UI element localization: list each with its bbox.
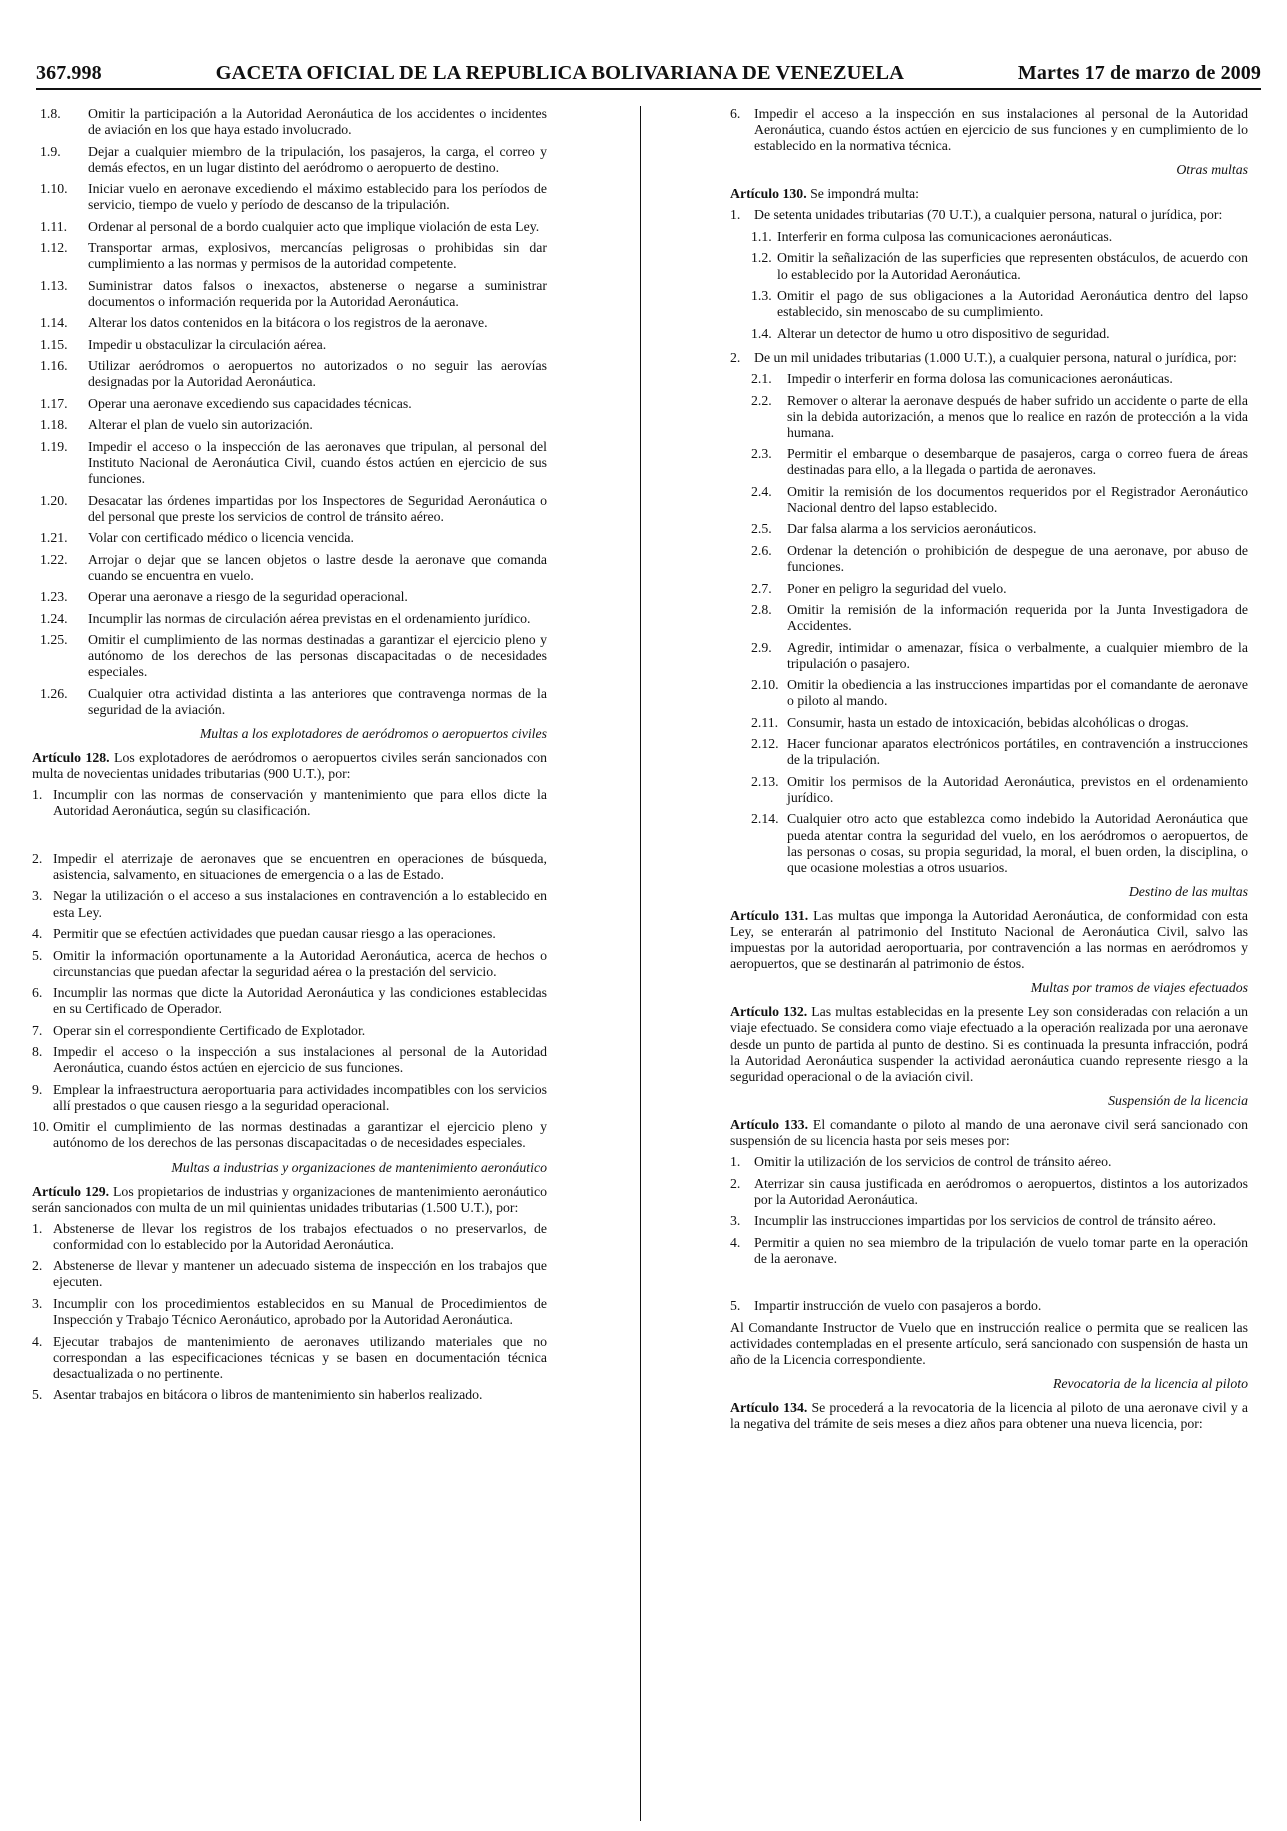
list-item — [730, 602, 1248, 634]
article-129 — [32, 1184, 547, 1216]
list-item — [32, 1082, 547, 1114]
item-text: Emplear la infraestructura aeroportuaria para actividades incompatibles con los servicios allí prestados o que causen riesgo a la seguridad operacional. — [53, 1081, 547, 1113]
list-item — [730, 677, 1248, 709]
item-number: 3. — [32, 888, 43, 904]
item-number: 2.11. — [751, 714, 779, 730]
item-number: 1.10. — [40, 181, 68, 197]
item-number: 1.15. — [40, 336, 68, 352]
item-number: 2.7. — [751, 580, 772, 596]
list-item — [730, 484, 1248, 516]
item-text: Omitir la remisión de los documentos requeridos por el Registrador Aeronáutico Nacional dentro del lapso establecido. — [787, 483, 1248, 515]
list-item — [32, 106, 547, 138]
item-number: 2. — [32, 1258, 43, 1274]
item-text: Hacer funcionar aparatos electrónicos portátiles, en contravención a instrucciones de la tripulación. — [787, 736, 1248, 768]
item-number: 8. — [32, 1044, 43, 1060]
section-heading-130: Otras multas — [1176, 162, 1248, 178]
list-item — [32, 1258, 547, 1290]
section-heading-128: Multas a los explotadores de aeródromos o aeropuertos civiles — [199, 726, 547, 742]
list-item — [730, 350, 1248, 366]
item-text: Iniciar vuelo en aeronave excediendo el máximo establecido para los períodos de servicio, tiempo de vuelo y período de descanso de la tripulación. — [88, 181, 547, 213]
list-item — [32, 888, 547, 920]
item-text: Operar una aeronave excediendo sus capacidades técnicas. — [88, 395, 412, 411]
item-number: 1.23. — [40, 589, 68, 605]
list-item — [730, 774, 1248, 806]
list-item — [32, 417, 547, 433]
item-number: 1.11. — [40, 218, 68, 234]
article-131-label: Artículo 131. — [730, 907, 809, 923]
page-header — [36, 62, 1261, 88]
header-rule — [36, 88, 1261, 90]
list-item — [32, 358, 547, 390]
item-text: Negar la utilización o el acceso a sus instalaciones en contravención a lo establecido en esta Ley. — [53, 888, 547, 920]
article-134-text: Se procederá a la revocatoria de la licencia al piloto de una aeronave civil y a la negativa del trámite de seis meses a diez años para obtener una nueva licencia, por: — [730, 1400, 1248, 1432]
section-heading-131: Destino de las multas — [1128, 883, 1248, 899]
item-text: Alterar el plan de vuelo sin autorización. — [88, 417, 313, 433]
list-item — [32, 1044, 547, 1076]
item-text: Abstenerse de llevar y mantener un adecuado sistema de inspección en los trabajos que ejecuten. — [53, 1258, 547, 1290]
item-text: Omitir el pago de sus obligaciones a la Autoridad Aeronáutica dentro del lapso establecido, sin menoscabo de su cumplimiento. — [777, 288, 1248, 320]
item-number: 6. — [730, 106, 741, 121]
item-text: Abstenerse de llevar los registros de los trabajos efectuados o no preservarlos, de conformidad con lo establecido por la Autoridad Aeronáutica. — [53, 1220, 547, 1252]
item-text: Asentar trabajos en bitácora o libros de mantenimiento sin haberlos realizado. — [53, 1387, 483, 1403]
item-text: Omitir la obediencia a las instrucciones impartidas por el comandante de aeronave o piloto al mando. — [787, 677, 1248, 709]
article-129-label: Artículo 129. — [32, 1183, 110, 1199]
item-number: 1.17. — [40, 395, 68, 411]
item-number: 1. — [32, 787, 43, 803]
article-130 — [730, 186, 1248, 202]
item-text: Aterrizar sin causa justificada en aeródromos o aeropuertos, distintos a los autorizados por la Autoridad Aeronáutica. — [754, 1175, 1248, 1207]
item-number: 1.4. — [751, 325, 772, 341]
article-133 — [730, 1117, 1248, 1149]
list-item — [32, 181, 547, 213]
item-number: 1.9. — [40, 143, 61, 159]
item-number: 1.20. — [40, 492, 68, 508]
item-text: Ejecutar trabajos de mantenimiento de aeronaves utilizando materiales que no correspondan a las especificaciones técnicas y se basen en documentación técnica desactualizada o no pertinente. — [53, 1333, 547, 1381]
item-number: 2.9. — [751, 639, 772, 655]
item-text: Omitir la información oportunamente a la Autoridad Aeronáutica, acerca de hechos o circunstancias que puedan afectar la seguridad aérea o la prestación del servicio. — [53, 947, 547, 979]
item-text: Cualquier otro acto que establezca como indebido la Autoridad Aeronáutica que pueda atentar contra la seguridad del vuelo, en los aeródromos o aeropuertos, de las personas o cosas, su propia seguridad, la moral, el buen orden, la disciplina, o que ocasione molestias a otros usuarios. — [787, 811, 1248, 875]
list-item — [32, 552, 547, 584]
section-heading-132: Multas por tramos de viajes efectuados — [1030, 980, 1248, 996]
list-item — [32, 1119, 547, 1151]
item-text: Suministrar datos falsos o inexactos, abstenerse o negarse a suministrar documentos o información requerida por la Autoridad Aeronáutica. — [88, 277, 547, 309]
item-text: Permitir que se efectúen actividades que puedan causar riesgo a las operaciones. — [53, 926, 496, 942]
item-text: Transportar armas, explosivos, mercancías peligrosas o prohibidas sin dar cumplimiento a las normas y permisos de la autoridad competente. — [88, 240, 547, 272]
list-item — [730, 106, 1248, 154]
list-item — [730, 288, 1248, 320]
list-item — [32, 985, 547, 1017]
article-130-text: Se impondrá multa: — [806, 186, 919, 202]
list-item — [730, 640, 1248, 672]
article-128-list-first — [32, 787, 547, 819]
item-number: 1.8. — [40, 106, 61, 121]
section-heading-133: Suspensión de la licencia — [1108, 1092, 1248, 1108]
item-number: 2. — [730, 349, 741, 365]
list-item — [32, 278, 547, 310]
item-text: Impedir u obstaculizar la circulación aérea. — [88, 336, 327, 352]
article-130-sublist-1 — [730, 229, 1248, 342]
article-131-text: Las multas que imponga la Autoridad Aeronáutica, de conformidad con esta Ley, se enterarán al patrimonio del Instituto Nacional de Aeronáutica Civil, salvo las impuestas por la autoridad aeroportuaria, por contravención a las normas en aeródromos y aeropuertos, que se destinarán al patrimonio de éstos. — [730, 907, 1248, 972]
issue-date: Martes 17 de marzo de 2009 — [1017, 62, 1261, 84]
item-number: 1.12. — [40, 240, 68, 256]
item-text: Omitir el cumplimiento de las normas destinadas a garantizar el ejercicio pleno y autónomo de los derechos de las personas discapacitadas o de necesidades especiales. — [53, 1119, 547, 1151]
article-129-text: Los propietarios de industrias y organizaciones de mantenimiento aeronáutico serán sancionados con multa de un mil quinientas unidades tributarias (1.500 U.T.), por: — [32, 1183, 547, 1215]
list-item — [32, 686, 547, 718]
list-item — [730, 229, 1248, 245]
item-text: Cualquier otra actividad distinta a las anteriores que contravenga normas de la seguridad de la aviación. — [88, 685, 547, 717]
item-number: 1.18. — [40, 417, 68, 433]
list-item — [32, 493, 547, 525]
spacer — [730, 1272, 1248, 1298]
item-number: 4. — [730, 1234, 741, 1250]
item-text: Incumplir con las normas de conservación y mantenimiento que para ellos dicte la Autoridad Aeronáutica, según su clasificación. — [53, 787, 547, 819]
section-heading-134: Revocatoria de la licencia al piloto — [1052, 1375, 1248, 1391]
list-item — [730, 326, 1248, 342]
list-item — [730, 811, 1248, 875]
list-item — [32, 219, 547, 235]
item-number: 3. — [32, 1295, 43, 1311]
item-text: Omitir la remisión de la información requerida por la Junta Investigadora de Accidentes. — [787, 602, 1248, 634]
item-number: 1.19. — [40, 438, 68, 454]
list-item — [32, 315, 547, 331]
article-128-label: Artículo 128. — [32, 750, 110, 766]
list-item — [32, 1296, 547, 1328]
list-item — [730, 393, 1248, 441]
item-text: Impedir el acceso o la inspección a sus instalaciones al personal de la Autoridad Aeronáutica, cuando éstos actúen en ejercicio de sus funciones. — [53, 1044, 547, 1076]
item-text: De setenta unidades tributarias (70 U.T.), a cualquier persona, natural o jurídica, por: — [754, 207, 1223, 223]
item-text: Utilizar aeródromos o aeropuertos no autorizados o no seguir las aerovías designadas por la Autoridad Aeronáutica. — [88, 358, 547, 390]
list-item — [32, 144, 547, 176]
item-text: Incumplir las instrucciones impartidas por los servicios de control de tránsito aéreo. — [754, 1213, 1217, 1229]
list-item — [32, 589, 547, 605]
article-130-sublist-2 — [730, 371, 1248, 876]
item-number: 5. — [730, 1298, 741, 1314]
item-number: 7. — [32, 1022, 43, 1038]
item-number: 2.6. — [751, 542, 772, 558]
spacer — [32, 825, 547, 851]
item-number: 1.13. — [40, 277, 68, 293]
item-number: 2.3. — [751, 446, 772, 462]
list-item — [32, 611, 547, 627]
list-item — [730, 543, 1248, 575]
list-item — [730, 250, 1248, 282]
item-number: 2.14. — [751, 811, 779, 827]
item-number: 1.3. — [751, 288, 772, 304]
item-text: Omitir la utilización de los servicios de control de tránsito aéreo. — [754, 1154, 1112, 1170]
item-number: 9. — [32, 1081, 43, 1097]
item-number: 2.12. — [751, 736, 779, 752]
item-text: Arrojar o dejar que se lancen objetos o lastre desde la aeronave que comanda cuando se encuentra en vuelo. — [88, 551, 547, 583]
item-number: 2. — [730, 1175, 741, 1191]
list-item — [32, 1334, 547, 1382]
list-item — [730, 371, 1248, 387]
item-text: Impedir el acceso o la inspección de las aeronaves que tripulan, al personal del Instituto Nacional de Aeronáutica Civil, cuando éstos actúen en ejercicio de sus funciones. — [88, 438, 547, 487]
item-number: 1.24. — [40, 610, 68, 626]
item-text: Ordenar al personal de a bordo cualquier acto que implique violación de esta Ley. — [88, 218, 540, 234]
item-number: 1.26. — [40, 685, 68, 701]
item-number: 1.21. — [40, 530, 68, 546]
list-item — [32, 439, 547, 487]
item-number: 3. — [730, 1213, 741, 1229]
article-131 — [730, 908, 1248, 972]
item-number: 2.2. — [751, 392, 772, 408]
item-number: 10. — [32, 1119, 50, 1135]
item-number: 5. — [32, 1387, 43, 1403]
section-heading-129: Multas a industrias y organizaciones de mantenimiento aeronáutico — [171, 1159, 547, 1175]
article-133-list-last — [730, 1298, 1248, 1314]
list-item — [730, 715, 1248, 731]
item-text: Omitir la señalización de las superficies que representen obstáculos, de acuerdo con lo establecido por la Autoridad Aeronáutica. — [777, 250, 1248, 282]
article-128-text: Los explotadores de aeródromos o aeropuertos civiles serán sancionados con multa de novecientas unidades tributarias (900 U.T.), por: — [32, 750, 547, 782]
item-number: 2.10. — [751, 677, 779, 693]
article-130-label: Artículo 130. — [730, 186, 807, 202]
item-text: Operar sin el correspondiente Certificado de Explotador. — [53, 1022, 366, 1038]
item-number: 2.13. — [751, 773, 779, 789]
item-text: Dar falsa alarma a los servicios aeronáuticos. — [787, 521, 1037, 537]
item-text: Interferir en forma culposa las comunicaciones aeronáuticas. — [777, 228, 1113, 244]
item-text: Permitir a quien no sea miembro de la tripulación de vuelo tomar parte en la operación de la aeronave. — [754, 1234, 1248, 1266]
item-number: 1.2. — [751, 250, 772, 266]
list-item — [32, 396, 547, 412]
gazette-title: GACETA OFICIAL DE LA REPUBLICA BOLIVARIANA DE VENEZUELA — [215, 62, 905, 84]
article-132 — [730, 1004, 1248, 1084]
article-134-label: Artículo 134. — [730, 1400, 808, 1416]
item-text: Desacatar las órdenes impartidas por los Inspectores de Seguridad Aeronáutica o del personal que preste los servicios de control de tránsito aéreo. — [88, 492, 547, 524]
item-number: 1.14. — [40, 315, 68, 331]
item-number: 2.1. — [751, 371, 772, 387]
item-number: 4. — [32, 926, 43, 942]
article-133-text: El comandante o piloto al mando de una aeronave civil será sancionado con suspensión de su licencia hasta por seis meses por: — [730, 1116, 1248, 1148]
article-129-list — [32, 1221, 547, 1404]
page-number: 367.998 — [36, 62, 102, 84]
list-item — [32, 1221, 547, 1253]
column-divider — [640, 106, 641, 1821]
item-number: 1. — [32, 1220, 43, 1236]
sanctions-1-list — [32, 106, 547, 718]
item-text: Impedir o interferir en forma dolosa las comunicaciones aeronáuticas. — [787, 371, 1173, 387]
item-text: Permitir el embarque o desembarque de pasajeros, carga o correo fuera de áreas destinadas para ello, a la llegada o partida de aeronaves. — [787, 446, 1248, 478]
item-text: Alterar un detector de humo u otro dispositivo de seguridad. — [777, 325, 1110, 341]
item-number: 2. — [32, 850, 43, 866]
list-item — [32, 530, 547, 546]
article-132-label: Artículo 132. — [730, 1004, 808, 1020]
item-text: Consumir, hasta un estado de intoxicación, bebidas alcohólicas o drogas. — [787, 714, 1189, 730]
list-item — [730, 207, 1248, 223]
item-number: 1. — [730, 1154, 741, 1170]
list-item — [730, 1298, 1248, 1314]
item-number: 4. — [32, 1333, 43, 1349]
list-item — [32, 851, 547, 883]
list-item — [32, 632, 547, 680]
item-number: 2.4. — [751, 483, 772, 499]
item-number: 1.22. — [40, 551, 68, 567]
article-133-label: Artículo 133. — [730, 1116, 809, 1132]
article-133-paragraph: Al Comandante Instructor de Vuelo que en instrucción realice o permita que se realicen las actividades contempladas en el presente artículo, será sancionado con suspensión de hasta un año de la Licencia correspondiente. — [730, 1319, 1248, 1367]
article-128-list — [32, 851, 547, 1152]
list-item — [730, 1176, 1248, 1208]
item-text: De un mil unidades tributarias (1.000 U.T.), a cualquier persona, natural o jurídica, por: — [754, 349, 1237, 365]
item-text: Agredir, intimidar o amenazar, física o verbalmente, a cualquier miembro de la tripulación o pasajero. — [787, 639, 1248, 671]
list-item — [32, 787, 547, 819]
list-item — [32, 337, 547, 353]
list-item — [32, 1387, 547, 1403]
list-item — [730, 736, 1248, 768]
list-item — [730, 1235, 1248, 1267]
article-134 — [730, 1400, 1248, 1432]
left-column — [32, 106, 547, 1409]
list-item — [32, 926, 547, 942]
item-text: Operar una aeronave a riesgo de la seguridad operacional. — [88, 589, 408, 605]
item-number: 1.1. — [751, 228, 772, 244]
item-number: 6. — [32, 985, 43, 1001]
item-number: 2.8. — [751, 602, 772, 618]
list-item — [730, 1154, 1248, 1170]
item-text: Omitir la participación a la Autoridad Aeronáutica de los accidentes o incidentes de aviación en los que haya estado involucrado. — [88, 106, 547, 138]
item-number: 1.25. — [40, 632, 68, 648]
item-text: Ordenar la detención o prohibición de despegue de una aeronave, por abuso de funciones. — [787, 542, 1248, 575]
item-text: Remover o alterar la aeronave después de haber sufrido un accidente o parte de ella sin la debida autorización, a menos que lo realice en razón de protección a la vida humana. — [787, 392, 1248, 440]
item-text: Omitir los permisos de la Autoridad Aeronáutica, previstos en el ordenamiento jurídico. — [787, 773, 1248, 805]
item-number: 5. — [32, 947, 43, 963]
item-text: Alterar los datos contenidos en la bitácora o los registros de la aeronave. — [88, 315, 488, 331]
item-number: 1. — [730, 207, 741, 223]
list-item — [32, 948, 547, 980]
item-text: Impedir el acceso a la inspección en sus instalaciones al personal de la Autoridad Aeronáutica, cuando éstos actúen en ejercicio de sus funciones y en cumplimiento de lo establecido en la normativa técnica. — [754, 106, 1248, 154]
item-text: Dejar a cualquier miembro de la tripulación, los pasajeros, la carga, el correo y demás efectos, en un lugar distinto del aeródromo o aeropuerto de destino. — [88, 143, 547, 175]
list-item — [730, 521, 1248, 537]
article-133-list — [730, 1154, 1248, 1267]
item-text: Incumplir las normas de circulación aérea previstas en el ordenamiento jurídico. — [88, 610, 531, 626]
article-132-text: Las multas establecidas en la presente Ley son consideradas con relación a un viaje efectuado. Se considera como viaje efectuado a la operación realizada por una aeronave desde un punto de partida al punto de destino. Si es continuada la presunta infracción, podrá la Autoridad Aeronáutica suspender la actividad aeronáutica cuando represente riesgo a la seguridad operacional o de la aviación civil. — [730, 1004, 1248, 1084]
item-text: Omitir el cumplimiento de las normas destinadas a garantizar el ejercicio pleno y autónomo de los derechos de las personas discapacitadas o de necesidades especiales. — [88, 632, 547, 680]
item-text: Impedir el aterrizaje de aeronaves que se encuentren en operaciones de búsqueda, asistencia, salvamento, en situaciones de emergencia o a las de Estado. — [53, 850, 547, 882]
item-text: Impartir instrucción de vuelo con pasajeros a bordo. — [754, 1298, 1042, 1314]
item-number: 2.5. — [751, 521, 772, 537]
list-item — [32, 240, 547, 272]
item-number: 1.16. — [40, 358, 68, 374]
list-item — [730, 1213, 1248, 1229]
list-item — [730, 581, 1248, 597]
list-item — [32, 1023, 547, 1039]
list-item — [730, 446, 1248, 478]
item-text: Incumplir con los procedimientos establecidos en su Manual de Procedimientos de Inspección y Trabajo Técnico Aeronáutico, aprobado por la Autoridad Aeronáutica. — [53, 1295, 547, 1328]
article-128 — [32, 750, 547, 782]
item-text: Poner en peligro la seguridad del vuelo. — [787, 580, 1007, 596]
right-column — [730, 106, 1248, 1437]
item-text: Incumplir las normas que dicte la Autoridad Aeronáutica y las condiciones establecidas en su Certificado de Operador. — [53, 985, 547, 1017]
item-text: Volar con certificado médico o licencia vencida. — [88, 530, 354, 546]
